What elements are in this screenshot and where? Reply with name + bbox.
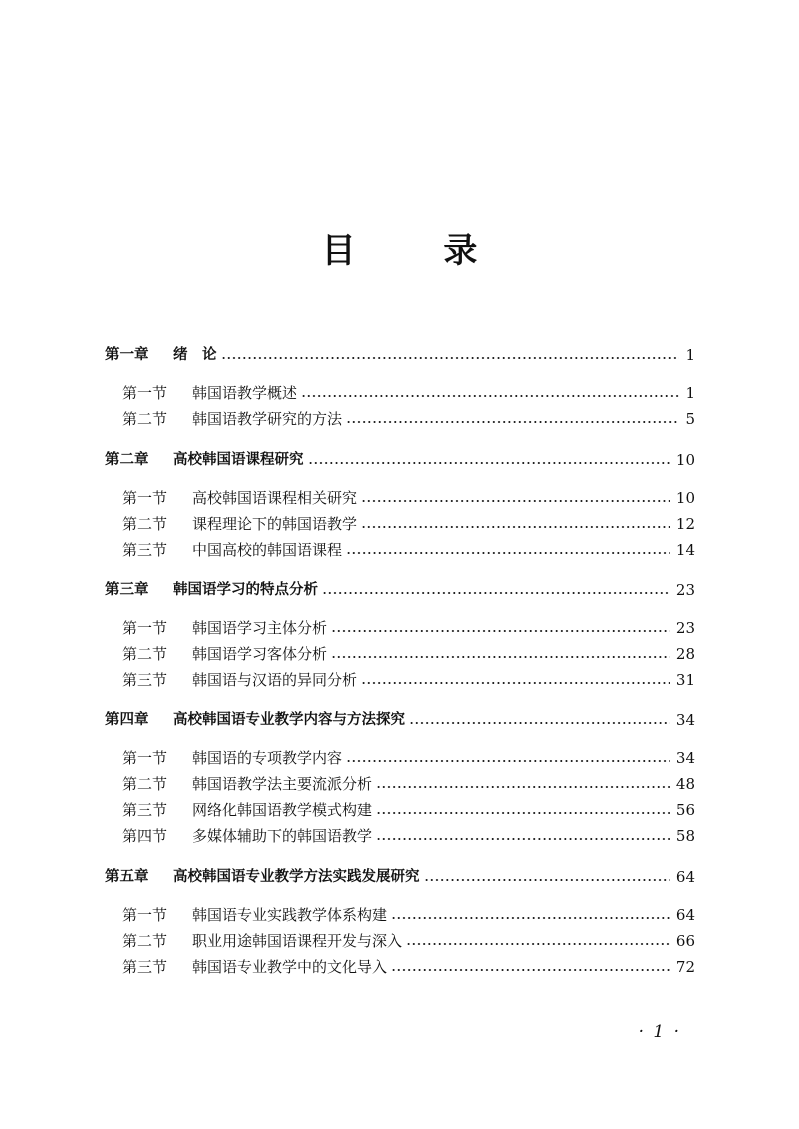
toc-entry-title: 职业用途韩国语课程开发与深入 [192, 932, 403, 950]
toc-section-entry[interactable] [122, 773, 695, 795]
toc-entry-title: 高校韩国语专业教学方法实践发展研究 [173, 869, 420, 885]
toc-entry-label: 第一节 [122, 384, 168, 402]
toc-section-entry[interactable] [122, 382, 695, 404]
toc-entry-page: 14 [675, 541, 695, 559]
toc-entry-page: 48 [675, 775, 695, 793]
dot-leader [391, 969, 670, 971]
toc-entry-label: 第三节 [122, 801, 168, 819]
toc-section-entry[interactable] [122, 617, 695, 639]
dot-leader [346, 421, 679, 423]
toc-entry-label: 第一章 [105, 347, 149, 363]
toc-entry-title: 韩国语专业教学中的文化导入 [192, 958, 388, 976]
dot-leader [361, 682, 670, 684]
toc-entry-title: 多媒体辅助下的韩国语教学 [192, 827, 373, 845]
toc-section-entry[interactable] [122, 513, 695, 535]
dot-leader [424, 879, 670, 881]
toc-entry-page: 64 [675, 906, 695, 924]
toc-entry-page: 5 [685, 410, 695, 428]
toc-chapter-entry[interactable] [105, 866, 695, 888]
toc-chapter-entry[interactable] [105, 449, 695, 471]
dot-leader [322, 592, 670, 594]
toc-entry-page: 28 [675, 645, 695, 663]
toc-entry-page: 1 [685, 384, 695, 402]
dot-leader [331, 630, 670, 632]
toc-entry-page: 34 [675, 711, 695, 729]
toc-entry-page: 64 [675, 868, 695, 886]
dot-leader [308, 462, 670, 464]
toc-entry-page: 10 [675, 451, 695, 469]
toc-entry-title: 中国高校的韩国语课程 [192, 541, 343, 559]
toc-entry-title: 高校韩国语课程研究 [173, 452, 304, 468]
dot-leader [376, 812, 670, 814]
toc-section-entry[interactable] [122, 904, 695, 926]
toc-entry-title: 绪 论 [173, 347, 217, 363]
page-title: 目 录 [321, 231, 516, 271]
dot-leader [391, 917, 670, 919]
toc-entry-title: 韩国语教学概述 [192, 384, 298, 402]
toc-entry-title: 课程理论下的韩国语教学 [192, 515, 358, 533]
toc-section-entry[interactable] [122, 643, 695, 665]
dot-leader [301, 395, 679, 397]
toc-entry-page: 1 [685, 346, 695, 364]
toc-section-entry[interactable] [122, 799, 695, 821]
toc-entry-label: 第三节 [122, 671, 168, 689]
toc-entry-label: 第一节 [122, 749, 168, 767]
toc-entry-page: 23 [675, 619, 695, 637]
toc-section-entry[interactable] [122, 956, 695, 978]
toc-entry-page: 56 [675, 801, 695, 819]
toc-entry-label: 第二节 [122, 645, 168, 663]
toc-entry-title: 高校韩国语专业教学内容与方法探究 [173, 712, 405, 728]
toc-entry-label: 第五章 [105, 869, 149, 885]
toc-entry-label: 第一节 [122, 906, 168, 924]
toc-entry-page: 72 [675, 958, 695, 976]
toc-entry-label: 第二节 [122, 932, 168, 950]
dot-leader [406, 943, 670, 945]
toc-entry-page: 58 [675, 827, 695, 845]
toc-section-entry[interactable] [122, 669, 695, 691]
toc-section-entry[interactable] [122, 487, 695, 509]
toc-entry-page: 34 [675, 749, 695, 767]
toc-section-entry[interactable] [122, 408, 695, 430]
dot-leader [376, 786, 670, 788]
toc-entry-title: 韩国语教学研究的方法 [192, 410, 343, 428]
toc-entry-title: 高校韩国语课程相关研究 [192, 489, 358, 507]
toc-chapter-entry[interactable] [105, 344, 695, 366]
dot-leader [331, 656, 670, 658]
toc-entry-label: 第二节 [122, 515, 168, 533]
dot-leader [376, 838, 670, 840]
toc-section-entry[interactable] [122, 747, 695, 769]
toc-entry-page: 23 [675, 581, 695, 599]
toc-entry-page: 10 [675, 489, 695, 507]
dot-leader [361, 500, 670, 502]
dot-leader [361, 526, 670, 528]
dot-leader [409, 722, 670, 724]
toc-section-entry[interactable] [122, 539, 695, 561]
toc-entry-label: 第二章 [105, 452, 149, 468]
dot-leader [346, 552, 670, 554]
toc-chapter-entry[interactable] [105, 709, 695, 731]
toc-section-entry[interactable] [122, 825, 695, 847]
toc-entry-label: 第四章 [105, 712, 149, 728]
toc-chapter-entry[interactable] [105, 579, 695, 601]
toc-entry-label: 第一节 [122, 489, 168, 507]
toc-entry-page: 12 [675, 515, 695, 533]
toc-section-entry[interactable] [122, 930, 695, 952]
toc-entry-label: 第一节 [122, 619, 168, 637]
toc-entry-label: 第三节 [122, 958, 168, 976]
toc-entry-label: 第三章 [105, 582, 149, 598]
toc-entry-title: 韩国语学习的特点分析 [173, 582, 318, 598]
toc-entry-label: 第二节 [122, 775, 168, 793]
toc-entry-label: 第二节 [122, 410, 168, 428]
toc-entry-page: 66 [675, 932, 695, 950]
toc-entry-title: 网络化韩国语教学模式构建 [192, 801, 373, 819]
toc-entry-page: 31 [675, 671, 695, 689]
dot-leader [221, 357, 680, 359]
toc-entry-title: 韩国语学习主体分析 [192, 619, 328, 637]
toc-entry-title: 韩国语专业实践教学体系构建 [192, 906, 388, 924]
toc-entry-label: 第四节 [122, 827, 168, 845]
page-number-footer: · 1 · [638, 1022, 681, 1042]
toc-entry-title: 韩国语的专项教学内容 [192, 749, 343, 767]
toc-entry-title: 韩国语教学法主要流派分析 [192, 775, 373, 793]
toc-entry-label: 第三节 [122, 541, 168, 559]
dot-leader [346, 760, 670, 762]
toc-entry-title: 韩国语与汉语的异同分析 [192, 671, 358, 689]
toc-entry-title: 韩国语学习客体分析 [192, 645, 328, 663]
